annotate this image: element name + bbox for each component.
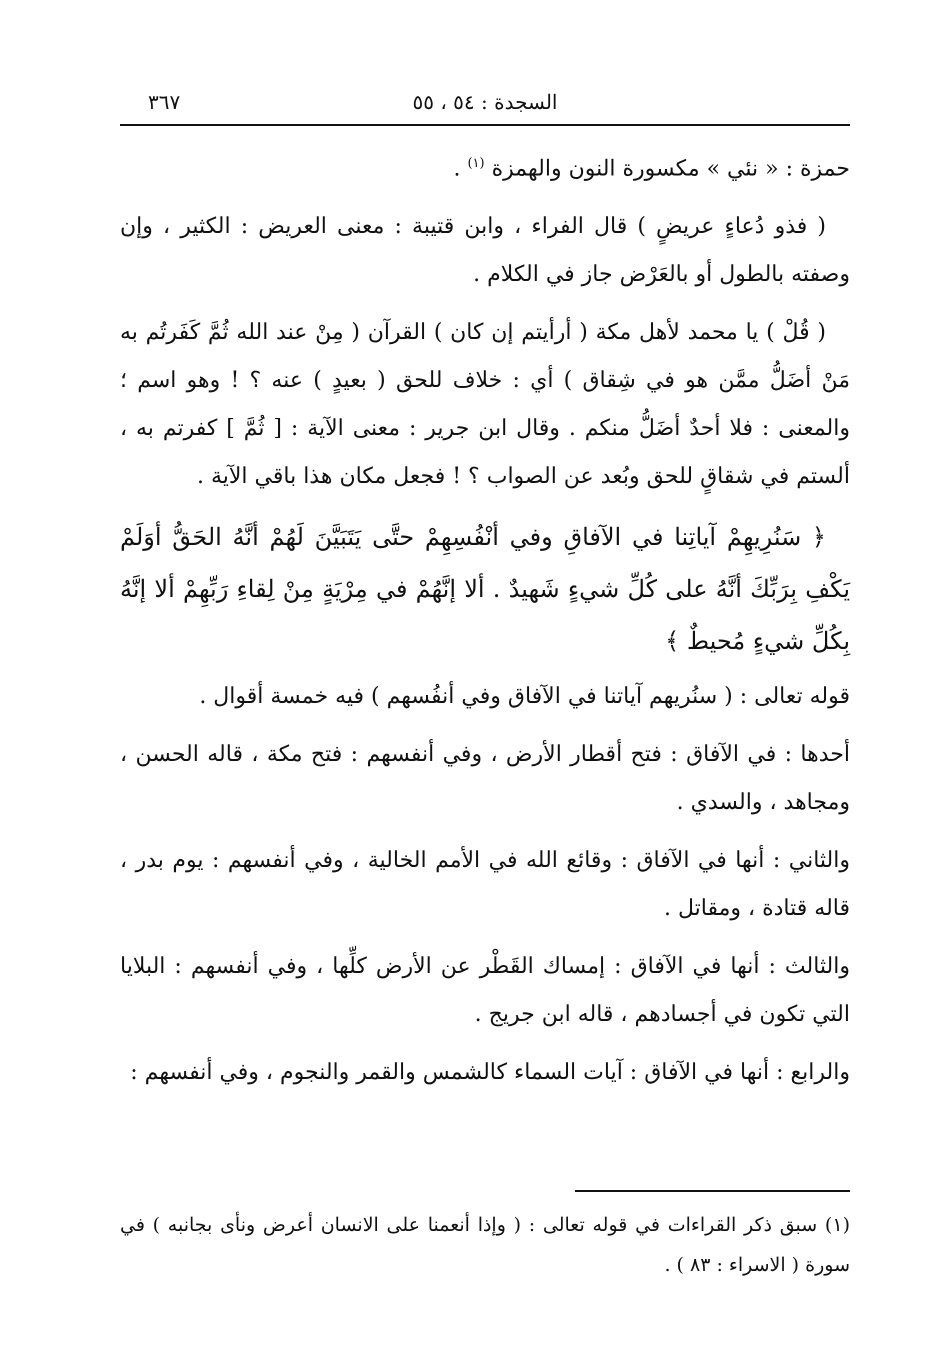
page-number: ٣٦٧ — [148, 90, 181, 114]
footnote-text: (١) سبق ذكر القراءات في قوله تعالى : ( وإذا أنعمنا على الانسان أعرض ونأى بجانبه ) في سورة ( الاسراء : ٨٣ ) . — [120, 1214, 850, 1276]
page-header — [120, 88, 850, 124]
paragraph: قوله تعالى : ( سنُريهم آياتنا في الآفاق وفي أنفُسهم ) فيه خمسة أقوال . — [199, 684, 850, 710]
body-text — [120, 140, 850, 1107]
paragraph: حمزة : « نئي » مكسورة النون والهمزة $^{(١)}$ . — [453, 156, 850, 182]
footnote-marker: (١) — [467, 156, 485, 171]
paragraph: ( فذو دُعاءٍ عريضٍ ) قال الفراء ، وابن قتيبة : معنى العريض : الكثير ، وإن وصفته بالطول أو بالعَرْض جاز في الكلام . — [120, 214, 850, 288]
paragraph: ( قُلْ ) يا محمد لأهل مكة ( أرأيتم إن كان ) القرآن ( مِنْ عند الله ثُمَّ كَفَرتُم به مَنْ أضَلُّ ممَّن هو في شِقاق ) أي : خلاف للحق ( بعيدٍ ) عنه ؟ ! وهو اسم ؛ والمعنى : فلا أحدٌ أضَلُّ منكم . وقال ابن جرير : معنى الآية : [ ثُمَّ ] كفرتم به ، ألستم في شقاقٍ للحق وبُعد عن الصواب ؟ ! فجعل مكان هذا باقي الآية . — [120, 320, 851, 490]
header-rule — [120, 124, 850, 126]
running-title: السجدة : ٥٤ ، ٥٥ — [412, 90, 558, 114]
paragraph: أحدها : في الآفاق : فتح أقطار الأرض ، وفي أنفسهم : فتح مكة ، قاله الحسن ، ومجاهد ، والسدي . — [120, 742, 850, 816]
footnote-rule — [575, 1190, 850, 1192]
paragraph: والثالث : أنها في الآفاق : إمساك القَطْر عن الأرض كلِّها ، وفي أنفسهم : البلايا التي تكون في أجسادهم ، قاله ابن جريج . — [120, 954, 850, 1028]
paragraph: والثاني : أنها في الآفاق : وقائع الله في الأمم الخالية ، وفي أنفسهم : يوم بدر ، قاله قتادة ، ومقاتل . — [120, 848, 850, 922]
paragraph: والرابع : أنها في الآفاق : آيات السماء كالشمس والقمر والنجوم ، وفي أنفسهم : — [130, 1060, 850, 1086]
footnote — [120, 1205, 850, 1285]
quran-verse: ﴿ سَنُرِيهِمْ آياتِنا في الآفاقِ وفي أنْفُسِهِمْ حتَّى يَتَبَيَّنَ لَهُمْ أنَّهُ الحَقُّ أوَلَمْ يَكْفِ بِرَبِّكَ أنَّهُ على كُلِّ شيءٍ شَهيدٌ . ألا إنَّهُمْ في مِرْيَةٍ مِنْ لِقاءِ رَبِّهِمْ ألا إنَّهُ بِكُلِّ شيءٍ مُحيطٌ ﴾ — [120, 523, 850, 656]
